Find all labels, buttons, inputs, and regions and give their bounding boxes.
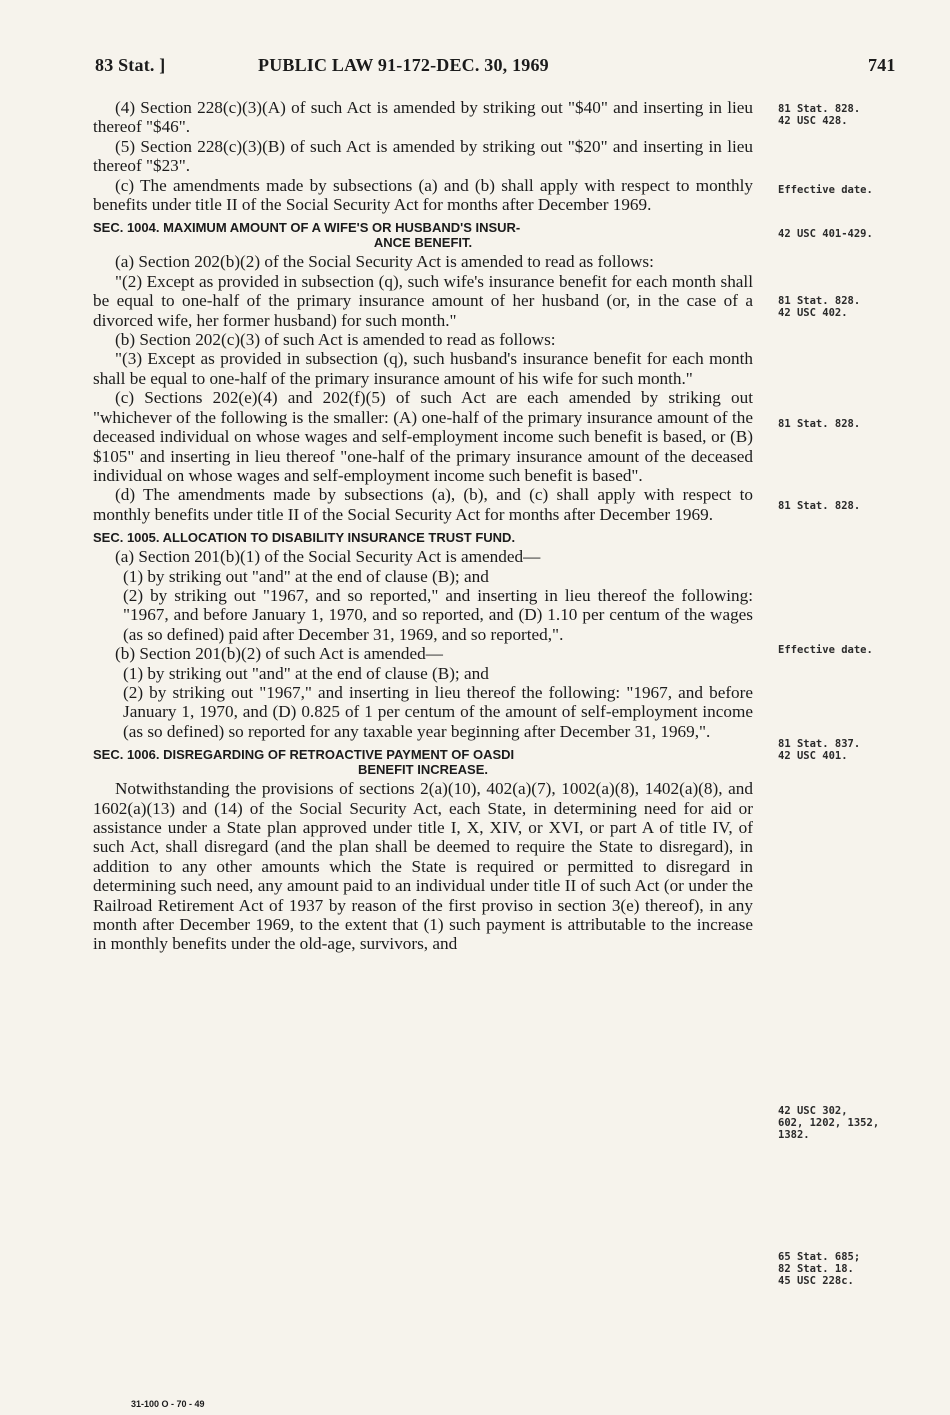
margin-note: Effective date.	[778, 644, 873, 656]
margin-note	[778, 1251, 860, 1287]
page-number: 741	[868, 55, 896, 75]
margin-note-line: 1382.	[778, 1129, 810, 1141]
paragraph: (d) The amendments made by subsections (a), (b), and (c) shall apply with respect to monthly benefits under title II of the Social Security Act for months after December 1969.	[93, 485, 753, 524]
section-heading-line: BENEFIT INCREASE.	[357, 762, 488, 778]
margin-note: 42 USC 401-429.	[778, 228, 873, 240]
paragraph: (5) Section 228(c)(3)(B) of such Act is amended by striking out "$20" and inserting in lieu thereof "$23".	[93, 136, 753, 176]
paragraph: (c) Sections 202(e)(4) and 202(f)(5) of such Act are each amended by striking out "whichever of the following is the smaller: (A) one-half of the primary insurance amount of the deceased individual on whose wages and self-employment income such benefit is based, or (B) $105" and inserting in lieu thereof "one-half of the primary insurance amount of the deceased individual on whose wages and self-employment income such benefit is based".	[93, 388, 753, 485]
print-code: 31-100 O - 70 - 49	[131, 1399, 205, 1409]
margin-note-line: 65 Stat. 685;	[778, 1251, 861, 1263]
paragraph: (a) Section 202(b)(2) of the Social Security Act is amended to read as follows:	[115, 252, 654, 272]
margin-note: Effective date.	[778, 184, 873, 196]
body-text	[93, 98, 753, 954]
margin-note-line: 81 Stat. 828.	[778, 103, 861, 115]
paragraph: (c) The amendments made by subsections (a) and (b) shall apply with respect to monthly benefits under title II of the Social Security Act for months after December 1969.	[93, 175, 753, 215]
margin-note-line: 82 Stat. 18.	[778, 1263, 854, 1275]
paragraph: "(2) Except as provided in subsection (q), such wife's insurance benefit for each month shall be equal to one-half of the primary insurance amount of her husband (or, in the case of a divorced wife, her former husband) for such month."	[93, 271, 753, 330]
margin-note-line: 42 USC 402.	[778, 307, 848, 319]
margin-note	[778, 103, 860, 127]
margin-note	[778, 295, 860, 319]
paragraph: (1) by striking out "and" at the end of clause (B); and	[123, 566, 489, 586]
paragraph: (4) Section 228(c)(3)(A) of such Act is amended by striking out "$40" and inserting in lieu thereof "$46".	[93, 98, 753, 137]
margin-note-line: 81 Stat. 837.	[778, 738, 861, 750]
paragraph: (b) Section 202(c)(3) of such Act is amended to read as follows:	[115, 330, 556, 350]
margin-note-line: 42 USC 428.	[778, 115, 848, 127]
section-heading-1004	[93, 220, 753, 250]
section-heading-line: SEC. 1006. DISREGARDING OF RETROACTIVE PAYMENT OF OASDI	[93, 747, 515, 763]
paragraph: (1) by striking out "and" at the end of clause (B); and	[123, 663, 489, 683]
paragraph: (a) Section 201(b)(1) of the Social Security Act is amended—	[115, 547, 541, 567]
paragraph: "(3) Except as provided in subsection (q), such husband's insurance benefit for each month shall be equal to one-half of the primary insurance amount of his wife for such month."	[93, 349, 753, 388]
margin-note-line: 42 USC 302,	[778, 1105, 848, 1117]
section-heading-line: ANCE BENEFIT.	[373, 235, 473, 251]
margin-note: 81 Stat. 828.	[778, 418, 861, 430]
margin-note-line: 602, 1202, 1352,	[778, 1117, 880, 1129]
paragraph: (b) Section 201(b)(2) of such Act is amended—	[115, 644, 443, 664]
paragraph: Notwithstanding the provisions of sections 2(a)(10), 402(a)(7), 1002(a)(8), 1402(a)(8), and 1602(a)(13) and (14) of the Social Security Act, each State, in determining need for aid or assistance under a State plan approved under title I, X, XIV, or XVI, or part A of title IV, of such Act, shall disregard (and the plan shall be deemed to require the State to disregard), in addition to any other amounts which the State is required or permitted to disregard in determining such need, any amount paid to an individual under title II of such Act (or under the Railroad Retirement Act of 1937 by reason of the first proviso in section 3(e) thereof), in any month after December 1969, to the extent that (1) such payment is attributable to the increase in monthly benefits under the old-age, survivors, and	[93, 779, 753, 954]
paragraph: (2) by striking out "1967," and inserting in lieu thereof the following: "1967, and before January 1, 1970, and (D) 0.825 of 1 per centum of the amount of self-employment income (as so defined) so reported for any taxable year beginning after December 31, 1969,".	[123, 682, 753, 741]
margin-note-line: 81 Stat. 828.	[778, 295, 861, 307]
section-heading-1005: SEC. 1005. ALLOCATION TO DISABILITY INSURANCE TRUST FUND.	[93, 530, 516, 546]
running-head-title: PUBLIC LAW 91-172-DEC. 30, 1969	[258, 55, 549, 75]
margin-note-line: 42 USC 401.	[778, 750, 848, 762]
margin-note	[778, 738, 860, 762]
margin-note-line: 45 USC 228c.	[778, 1275, 854, 1287]
margin-note	[778, 1105, 879, 1141]
section-heading-1006	[93, 747, 753, 777]
margin-note: 81 Stat. 828.	[778, 500, 861, 512]
paragraph: (2) by striking out "1967, and so reported," and inserting in lieu thereof the following: "1967, and before January 1, 1970, and so reported, and (D) 1.10 per centum of the wages (as so defined) paid after December 31, 1969, and so reported,".	[123, 585, 753, 644]
section-heading-line: SEC. 1004. MAXIMUM AMOUNT OF A WIFE'S OR HUSBAND'S INSUR-	[93, 220, 521, 236]
running-head-volume: 83 Stat. ]	[95, 55, 166, 75]
